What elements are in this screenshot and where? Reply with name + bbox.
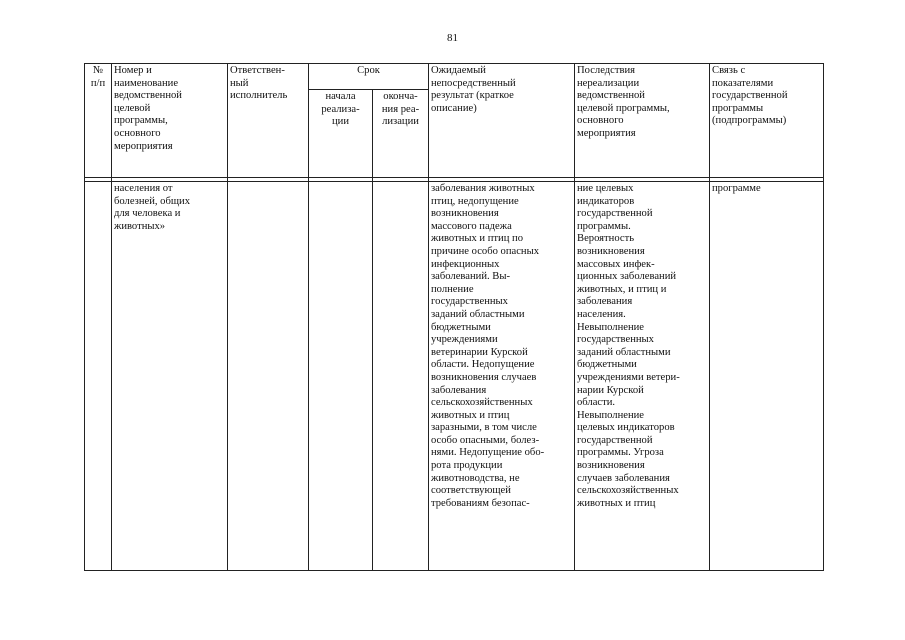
text-line: результат (краткое bbox=[431, 90, 514, 102]
text-line: ния реа- bbox=[381, 103, 420, 115]
text-line: рота продукции bbox=[431, 460, 503, 472]
text-line: начала bbox=[325, 91, 356, 102]
text-line: Невыполнение bbox=[577, 409, 644, 421]
text-line: заданий областными bbox=[431, 308, 525, 320]
text-line: основного bbox=[577, 115, 624, 127]
text-line: требованиям безопас- bbox=[431, 497, 530, 509]
cell-consequences bbox=[575, 182, 710, 571]
cell-start bbox=[309, 182, 373, 571]
text-line: возникновения bbox=[577, 460, 645, 472]
text-line: государственной bbox=[577, 434, 653, 446]
text-line: ветеринарии Курской bbox=[431, 346, 528, 358]
header-link bbox=[710, 64, 824, 178]
cell-number bbox=[85, 182, 112, 571]
text-line: наименование bbox=[114, 77, 179, 89]
text-line: ние целевых bbox=[577, 183, 634, 194]
header-row-1 bbox=[85, 64, 824, 90]
text-line: государственных bbox=[577, 334, 654, 346]
text-line: населения. bbox=[577, 308, 626, 320]
cell-link bbox=[710, 182, 824, 571]
text-line: учреждениями ветери- bbox=[577, 371, 680, 383]
text-line: области. bbox=[577, 397, 616, 409]
text-line: показателями bbox=[712, 77, 774, 89]
text-line: государственных bbox=[431, 296, 508, 308]
text-line: области. Недопущение bbox=[431, 359, 535, 371]
text-line: мероприятия bbox=[577, 127, 636, 139]
text-line: государственной bbox=[712, 90, 788, 102]
text-line: (подпрограммы) bbox=[712, 115, 787, 127]
text-line: целевой bbox=[114, 102, 151, 114]
text-line: возникновения bbox=[431, 208, 499, 220]
text-line: программе bbox=[712, 183, 761, 194]
text-line: основного bbox=[114, 127, 161, 139]
text-line: государственной bbox=[577, 208, 653, 220]
text-line: для человека и bbox=[114, 208, 181, 220]
text-line: Вероятность bbox=[577, 233, 635, 245]
cell-responsible bbox=[228, 182, 309, 571]
text-line: полнение bbox=[431, 283, 474, 295]
text-line: учреждениями bbox=[431, 334, 498, 346]
text-line: сельскохозяйственных bbox=[577, 485, 679, 497]
text-line: индикаторов bbox=[577, 195, 635, 207]
header-consequences bbox=[575, 64, 710, 178]
text-line: возникновения случаев bbox=[431, 371, 537, 383]
text-line: ведомственной bbox=[114, 90, 182, 102]
text-line: инфекционных bbox=[431, 258, 500, 270]
text-line: ции bbox=[331, 116, 349, 128]
text-line: бюджетными bbox=[431, 321, 491, 333]
text-line: животных, и птиц и bbox=[577, 283, 667, 295]
text-line: особо опасными, болез- bbox=[431, 434, 540, 446]
text-line: животных и птиц bbox=[577, 497, 656, 509]
text-line: болезней, общих bbox=[114, 195, 190, 207]
text-line: непосредственный bbox=[431, 77, 516, 89]
page-number: 81 bbox=[447, 32, 458, 44]
header-number bbox=[85, 64, 112, 178]
text-line: № bbox=[92, 65, 104, 76]
header-responsible bbox=[228, 64, 309, 178]
text-line: заболеваний. Вы- bbox=[431, 271, 511, 283]
text-line: Номер и bbox=[114, 65, 152, 76]
table-row bbox=[85, 182, 824, 571]
text-line: бюджетными bbox=[577, 359, 637, 371]
program-table bbox=[84, 63, 824, 571]
header-start bbox=[309, 90, 373, 178]
text-line: животных» bbox=[114, 220, 166, 232]
text-line: ционных заболеваний bbox=[577, 271, 677, 283]
text-line: заболевания животных bbox=[431, 183, 535, 194]
text-line: ведомственной bbox=[577, 90, 645, 102]
text-line: целевой программы, bbox=[577, 102, 670, 114]
text-line: животных и птиц bbox=[431, 409, 510, 421]
text-line: оконча- bbox=[383, 91, 418, 102]
text-line: программы, bbox=[114, 115, 168, 127]
text-line: массового падежа bbox=[431, 220, 512, 232]
text-line: Ожидаемый bbox=[431, 65, 486, 76]
text-line: мероприятия bbox=[114, 140, 173, 152]
cell-name bbox=[112, 182, 228, 571]
text-line: нарии Курской bbox=[577, 384, 644, 396]
text-line: заразными, в том числе bbox=[431, 422, 537, 434]
text-line: Ответствен- bbox=[230, 65, 285, 76]
text-line: Связь с bbox=[712, 65, 746, 76]
text-line: причине особо опасных bbox=[431, 245, 540, 257]
text-line: нями. Недопущение обо- bbox=[431, 447, 545, 459]
text-line: программы. Угроза bbox=[577, 447, 664, 459]
text-line: животных и птиц по bbox=[431, 233, 524, 245]
cell-expected-result bbox=[429, 182, 575, 571]
header-name bbox=[112, 64, 228, 178]
header-expected-result bbox=[429, 64, 575, 178]
text-line: исполнитель bbox=[230, 90, 288, 102]
header-end bbox=[373, 90, 429, 178]
header-srok: Срок bbox=[309, 64, 429, 90]
cell-end bbox=[373, 182, 429, 571]
text-line: сельскохозяйственных bbox=[431, 397, 533, 409]
text-line: возникновения bbox=[577, 245, 645, 257]
text-line: реализа- bbox=[321, 103, 360, 115]
text-line: случаев заболевания bbox=[577, 472, 670, 484]
text-line: населения от bbox=[114, 183, 173, 194]
text-line: соответствующей bbox=[431, 485, 511, 497]
text-line: животноводства, не bbox=[431, 472, 520, 484]
text-line: заданий областными bbox=[577, 346, 671, 358]
text-line: нереализации bbox=[577, 77, 640, 89]
text-line: программы. bbox=[577, 220, 631, 232]
text-line: целевых индикаторов bbox=[577, 422, 675, 434]
text-line: заболевания bbox=[431, 384, 487, 396]
text-line: лизации bbox=[382, 116, 419, 128]
text-line: ный bbox=[230, 77, 249, 89]
text-line: птиц, недопущение bbox=[431, 195, 519, 207]
text-line: Невыполнение bbox=[577, 321, 644, 333]
text-line: заболевания bbox=[577, 296, 633, 308]
text-line: описание) bbox=[431, 102, 477, 114]
text-line: программы bbox=[712, 102, 764, 114]
text-line: Последствия bbox=[577, 65, 636, 76]
text-line: массовых инфек- bbox=[577, 258, 655, 270]
text-line: п/п bbox=[90, 77, 106, 89]
